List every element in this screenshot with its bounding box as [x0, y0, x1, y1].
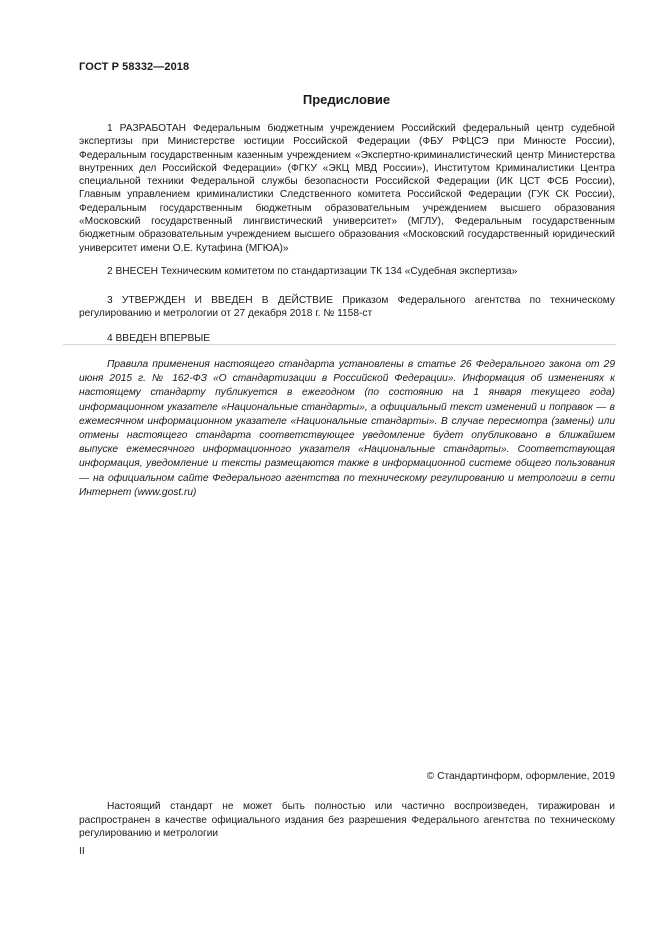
page-number: II [79, 846, 85, 857]
copyright-line: © Стандартинформ, оформление, 2019 [426, 771, 615, 782]
page-title: Предисловие [302, 92, 391, 107]
section-approved [79, 294, 615, 321]
reproduction-notice-text: Настоящий стандарт не может быть полностью или частично воспроизведен, тиражирован и распространен в качестве официального издания без разрешения Федерального агентства по техническому регулированию и метрологии [79, 801, 615, 839]
reproduction-notice [79, 800, 615, 841]
section-approved-text: 3 УТВЕРЖДЕН И ВВЕДЕН В ДЕЙСТВИЕ Приказом Федерального агентства по техническому регулированию и метрологии от 27 декабря 2018 г. № 1158-ст [79, 295, 615, 320]
section-introduced [79, 265, 615, 278]
section-developed [79, 122, 615, 255]
section-introduced-text: 2 ВНЕСЕН Техническим комитетом по стандартизации ТК 134 «Судебная экспертиза» [107, 266, 518, 277]
gost-code: ГОСТ Р 58332—2018 [79, 61, 190, 73]
section-developed-text: 1 РАЗРАБОТАН Федеральным бюджетным учреждением Российский федеральный центр судебной экспертизы при Министерстве юстиции Российской Федерации (ФБУ РФЦСЭ при Минюсте России), Федеральным государственным казенным учреждением «Экспертно-криминалистический центр Министерства внутренних дел Российской Федерации» (ФГКУ «ЭКЦ МВД России»), Институтом Криминалистики Центра специальной техники Федеральной службы безопасности Российской Федерации (ИК ЦСТ ФСБ России), Главным управлением криминалистики Следственного комитета Российской Федерации (ГУК СК России), Федеральным государственным бюджетным образовательным учреждением высшего образования «Московский государственный лингвистический университет» (МГЛУ), Федеральным государственным бюджетным образовательным учреждением высшего образования «Московский государственный юридический университет имени О.Е. Кутафина (МГЮА)» [79, 123, 615, 254]
divider [63, 344, 616, 345]
application-rules-note [79, 358, 615, 500]
section-first-time-text: 4 ВВЕДЕН ВПЕРВЫЕ [107, 333, 211, 344]
application-rules-text: Правила применения настоящего стандарта установлены в статье 26 Федерального закона от 29 июня 2015 г. № 162-ФЗ «О стандартизации в Российской Федерации». Информация об изменениях к настоящему стандарту публикуется в ежегодном (по состоянию на 1 января текущего года) информационном указателе «Национальные стандарты», а официальный текст изменений и поправок — в ежемесячном информационном указателе «Национальные стандарты». В случае пересмотра (замены) или отмены настоящего стандарта соответствующее уведомление будет опубликовано в ближайшем выпуске ежемесячного информационного указателя «Национальные стандарты». Соответствующая информация, уведомление и тексты размещаются также в информационной системе общего пользования — на официальном сайте Федерального агентства по техническому регулированию и метрологии в сети Интернет (www.gost.ru) [79, 359, 615, 498]
